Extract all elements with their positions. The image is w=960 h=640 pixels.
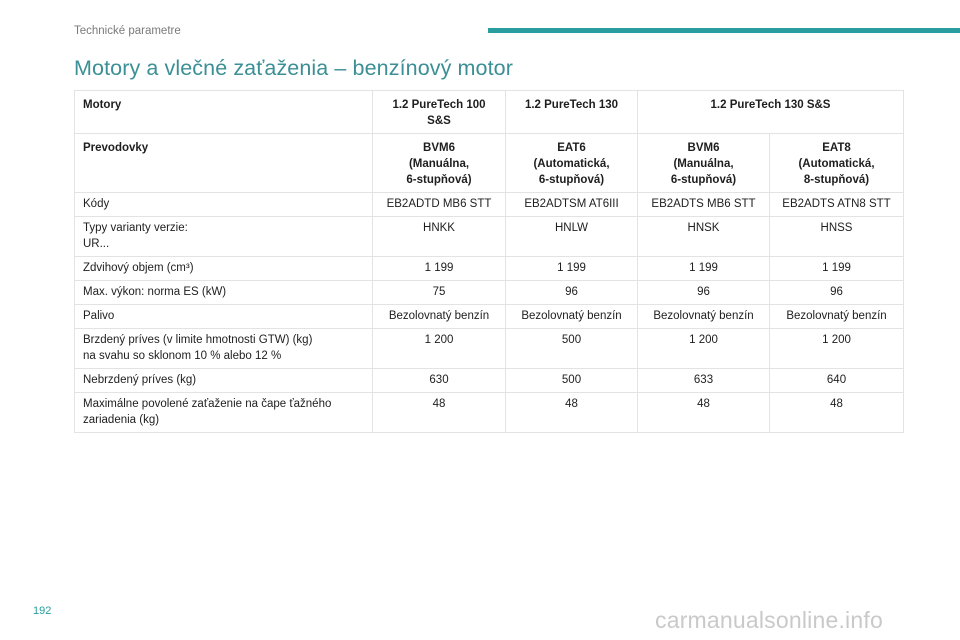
table-cell: 1 200 (638, 329, 770, 369)
header-cell-motor: 1.2 PureTech 130 (506, 91, 638, 134)
table-cell: 1 199 (770, 257, 904, 281)
gearbox-detail: (Manuálna, (673, 158, 734, 170)
header-accent-bar (488, 28, 960, 33)
gearbox-name: BVM6 (687, 142, 720, 154)
row-label (75, 329, 373, 369)
row-label-line: zariadenia (kg) (83, 414, 160, 426)
table-cell: 1 199 (373, 257, 506, 281)
gearbox-detail: (Automatická, (533, 158, 610, 170)
table-row-displacement (75, 257, 904, 281)
table-cell: 500 (506, 329, 638, 369)
header-cell-motor: 1.2 PureTech 100 S&S (373, 91, 506, 134)
row-label-line: Palivo (83, 310, 115, 322)
table-cell: 1 200 (373, 329, 506, 369)
row-label (75, 281, 373, 305)
page-title: Motory a vlečné zaťaženia – benzínový motor (74, 56, 514, 80)
table-row-braked-trailer (75, 329, 904, 369)
table-cell: Bezolovnatý benzín (638, 305, 770, 329)
table-row-variants (75, 217, 904, 257)
table-cell: 48 (638, 393, 770, 433)
table-cell: 96 (638, 281, 770, 305)
table-cell: 48 (506, 393, 638, 433)
row-label-line: Maximálne povolené zaťaženie na čape ťažného (83, 398, 332, 410)
gearbox-cell (638, 134, 770, 193)
table-cell: 500 (506, 369, 638, 393)
gearbox-name: BVM6 (423, 142, 455, 154)
row-label-line: na svahu so sklonom 10 % alebo 12 % (83, 350, 282, 362)
table-cell: 630 (373, 369, 506, 393)
gearbox-label: Prevodovky (75, 134, 373, 193)
row-label (75, 305, 373, 329)
table-cell: HNSS (770, 217, 904, 257)
table-cell: 1 199 (638, 257, 770, 281)
row-label (75, 217, 373, 257)
table-cell: EB2ADTD MB6 STT (373, 193, 506, 217)
section-label: Technické parametre (74, 25, 181, 37)
table-cell: 1 199 (506, 257, 638, 281)
table-row-fuel (75, 305, 904, 329)
table-cell: 1 200 (770, 329, 904, 369)
table-cell: 96 (770, 281, 904, 305)
header-cell-motors: Motory (75, 91, 373, 134)
table-cell: 75 (373, 281, 506, 305)
gearbox-detail: 6-stupňová) (670, 174, 737, 186)
table-cell: Bezolovnatý benzín (506, 305, 638, 329)
table-cell: EB2ADTSM AT6III (506, 193, 638, 217)
table-row-codes (75, 193, 904, 217)
row-label-line: Brzdený príves (v limite hmotnosti GTW) (kg) (83, 334, 313, 346)
table-row-towbar-load (75, 393, 904, 433)
gearbox-name: EAT6 (557, 142, 586, 154)
table-cell: 633 (638, 369, 770, 393)
gearbox-detail: 6-stupňová) (538, 174, 605, 186)
row-label (75, 393, 373, 433)
row-label-line: Nebrzdený príves (kg) (83, 374, 197, 386)
table-cell: HNKK (373, 217, 506, 257)
row-label-line: Max. výkon: norma ES (kW) (83, 286, 227, 298)
watermark: carmanualsonline.info (655, 607, 883, 633)
table-cell: EB2ADTS ATN8 STT (770, 193, 904, 217)
table-cell: 48 (373, 393, 506, 433)
header-cell-motor: 1.2 PureTech 130 S&S (638, 91, 904, 134)
row-label-line: Typy varianty verzie: (83, 222, 188, 234)
gearbox-row (75, 134, 904, 193)
gearbox-cell (770, 134, 904, 193)
gearbox-detail: 8-stupňová) (803, 174, 870, 186)
gearbox-name: EAT8 (822, 142, 851, 154)
table-cell: 96 (506, 281, 638, 305)
table-cell: 640 (770, 369, 904, 393)
row-label (75, 193, 373, 217)
table-cell: HNLW (506, 217, 638, 257)
table-row-unbraked-trailer (75, 369, 904, 393)
specifications-table (74, 90, 904, 433)
table-cell: HNSK (638, 217, 770, 257)
page-number: 192 (33, 605, 52, 617)
gearbox-detail: (Automatická, (798, 158, 875, 170)
gearbox-detail: 6-stupňová) (406, 174, 472, 186)
table-cell: 48 (770, 393, 904, 433)
table-header-row (75, 91, 904, 134)
row-label-line: UR... (83, 238, 110, 250)
table-cell: EB2ADTS MB6 STT (638, 193, 770, 217)
row-label (75, 257, 373, 281)
gearbox-cell (506, 134, 638, 193)
row-label-line: Kódy (83, 198, 110, 210)
row-label-line: Zdvihový objem (cm³) (83, 262, 194, 274)
gearbox-cell (373, 134, 506, 193)
row-label (75, 369, 373, 393)
table-row-power (75, 281, 904, 305)
table-cell: Bezolovnatý benzín (373, 305, 506, 329)
gearbox-detail: (Manuálna, (408, 158, 470, 170)
table-cell: Bezolovnatý benzín (770, 305, 904, 329)
